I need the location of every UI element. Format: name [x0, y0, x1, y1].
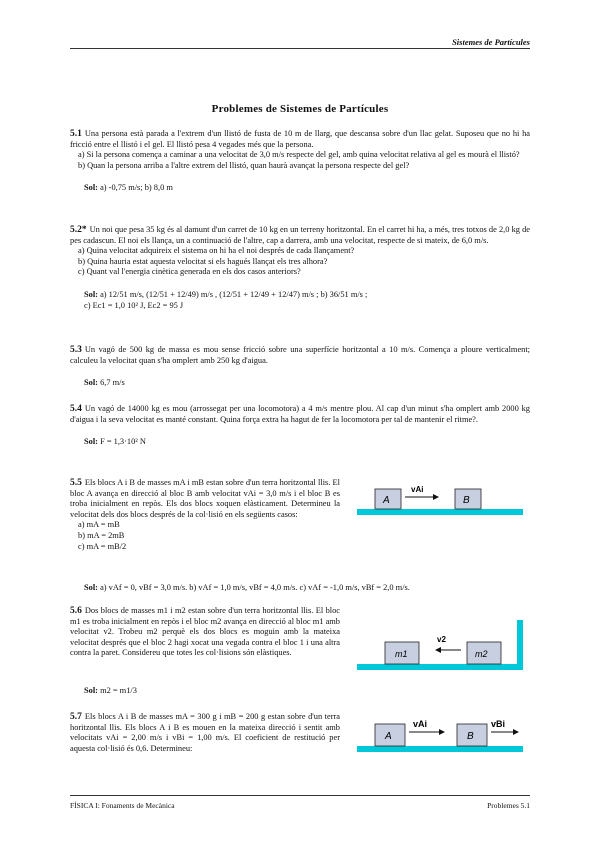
arrow-head — [435, 647, 441, 653]
problem-5-2: 5.2* Un noi que pesa 35 kg és al damunt d'un carret de 10 kg en un terreny horitzontal. En el carret hi ha, a més, tres totxos de 2,0 kg de pes cadascun. El noi els llança, un a continuació de l'altre, cap a darrera, amb una velocitat, respecte de si mateix, de 6,0 m/s. a) Quina velocitat adquireix el sistema on hi ha el noi després de cada llançament? b) Quina hauria estat aquesta velocitat si els hagués llançat els tres alhora? c) Quant val l'energia cinètica generada en els dos casos anteriors? Sol: a) 12/51 m/s, (12/51 + 12/49) m/s , (12/51 + 12/49 + 12/47) m/s ; b) 36/51 m/s ; c) Ec1 = 1,0 10² J, Ec2 = 95 J — [70, 225, 530, 310]
block-2-label: m2 — [475, 649, 488, 659]
problem-5-5: 5.5 Els blocs A i B de masses mA i mB estan sobre d'un terra horitzontal llis. El bloc A avança en direcció al bloc B amb velocitat vAi = 3,0 m/s i el bloc B es troba inicialment en repòs. Els dos blocs xoquen elàsticament. Determineu la velocitat dels dos blocs després de la col·lisió en els següents casos: a) mA = mB b) mA = 2mB c) mA = mB/2 — [70, 478, 340, 551]
arrow-head-b — [513, 729, 519, 735]
page-title: Problemes de Sistemes de Partícules — [211, 103, 389, 115]
footer-page: Problemes 5.1 — [487, 801, 530, 810]
solution: Sol: 6,7 m/s — [84, 378, 125, 388]
velocity-label-a: vAi — [413, 719, 428, 729]
arrow-head-a — [439, 729, 445, 735]
problem-5-6: 5.6 Dos blocs de masses m1 i m2 estan sobre d'un terra horitzontal llis. El bloc m1 es troba inicialment en repòs i el bloc m2 avança en direcció al bloc m1 amb velocitat v2. Trobeu m2 perquè els dos blocs es moguin amb la mateixa velocitat després que el bloc 2 hagi xocat una vegada contra el bloc 1 i una altra contra la paret. Considereu que totes les col·lisions són elàstiques. — [70, 606, 340, 658]
block-b-label: B — [463, 495, 470, 506]
arrow-head — [433, 494, 439, 500]
running-header: Sistemes de Partícules — [452, 37, 530, 47]
footer-course: FÍSICA I: Fonaments de Mecànica — [70, 801, 175, 810]
block-1-label: m1 — [395, 649, 408, 659]
block-a-label: A — [383, 495, 390, 506]
figure-5-5 — [355, 483, 525, 521]
footer-rule — [70, 795, 530, 796]
solution: Sol: a) 12/51 m/s, (12/51 + 12/49) m/s , (12/51 + 12/49 + 12/47) m/s ; b) 36/51 m/s ; — [84, 289, 368, 299]
wall — [517, 620, 523, 670]
problem-5-7: 5.7 Els blocs A i B de masses mA = 300 g i mB = 200 g estan sobre d'un terra horitzontal llis. Els blocs A i B es mouen en la mateixa direcció i sentit amb velocitats vAi = 2,00 m/s i vBi = 1,00 m/s. El coeficient de restitució per aquesta col·lisió és 0,6. Determineu: — [70, 712, 340, 753]
problem-5-1: 5.1 Una persona està parada a l'extrem d'un llistó de fusta de 10 m de llarg, que descansa sobre d'un llac gelat. Suposeu que no hi ha fricció entre el llistó i el gel. El llistó pesa 4 vegades més que la persona. a) Si la persona comença a caminar a una velocitat de 3,0 m/s respecte del gel, amb quina velocitat relativa al gel es mourà el llistó? b) Quan la persona arriba a l'altre extrem del llistó, quan haurà avançat la persona respecte del gel? Sol: a) -0,75 m/s; b) 8,0 m — [70, 129, 530, 193]
floor — [357, 664, 523, 670]
block-a-label: A — [385, 731, 392, 742]
header-rule — [70, 48, 530, 49]
floor — [357, 509, 523, 515]
block-b-label: B — [467, 731, 474, 742]
solution-5-5: Sol: a) vAf = 0, vBf = 3,0 m/s. b) vAf = 1,0 m/s, vBf = 4,0 m/s. c) vAf = -1,0 m/s, vBf = 2,0 m/s. — [84, 583, 410, 592]
floor — [357, 746, 523, 752]
problem-5-3: 5.3 Un vagó de 500 kg de massa es mou sense fricció sobre una superfície horitzontal a 10 m/s. Comença a ploure verticalment; calculeu la velocitat quan s'ha omplert amb 250 kg d'aigua. Sol: 6,7 m/s — [70, 345, 530, 388]
page-footer — [70, 801, 530, 810]
figure-5-7 — [355, 712, 525, 756]
problem-5-4: 5.4 Un vagó de 14000 kg es mou (arrossegat per una locomotora) a 4 m/s mentre plou. Al cap d'un minut s'ha omplert amb 2000 kg d'aigua i la seva velocitat es manté constant. Quina força extra ha hagut de fer la locomotora per tal de mantenir el ritme?. Sol: F = 1,3·10² N — [70, 404, 530, 447]
velocity-label: vAi — [411, 485, 424, 494]
solution: Sol: F = 1,3·10² N — [84, 437, 146, 447]
problem-number: 5.1 — [70, 129, 82, 139]
velocity-label-b: vBi — [491, 719, 506, 729]
velocity-label: v2 — [437, 635, 446, 644]
solution: Sol: a) -0,75 m/s; b) 8,0 m — [84, 183, 173, 193]
solution-5-6: Sol: m2 = m1/3 — [84, 686, 137, 695]
figure-5-6 — [355, 620, 525, 676]
